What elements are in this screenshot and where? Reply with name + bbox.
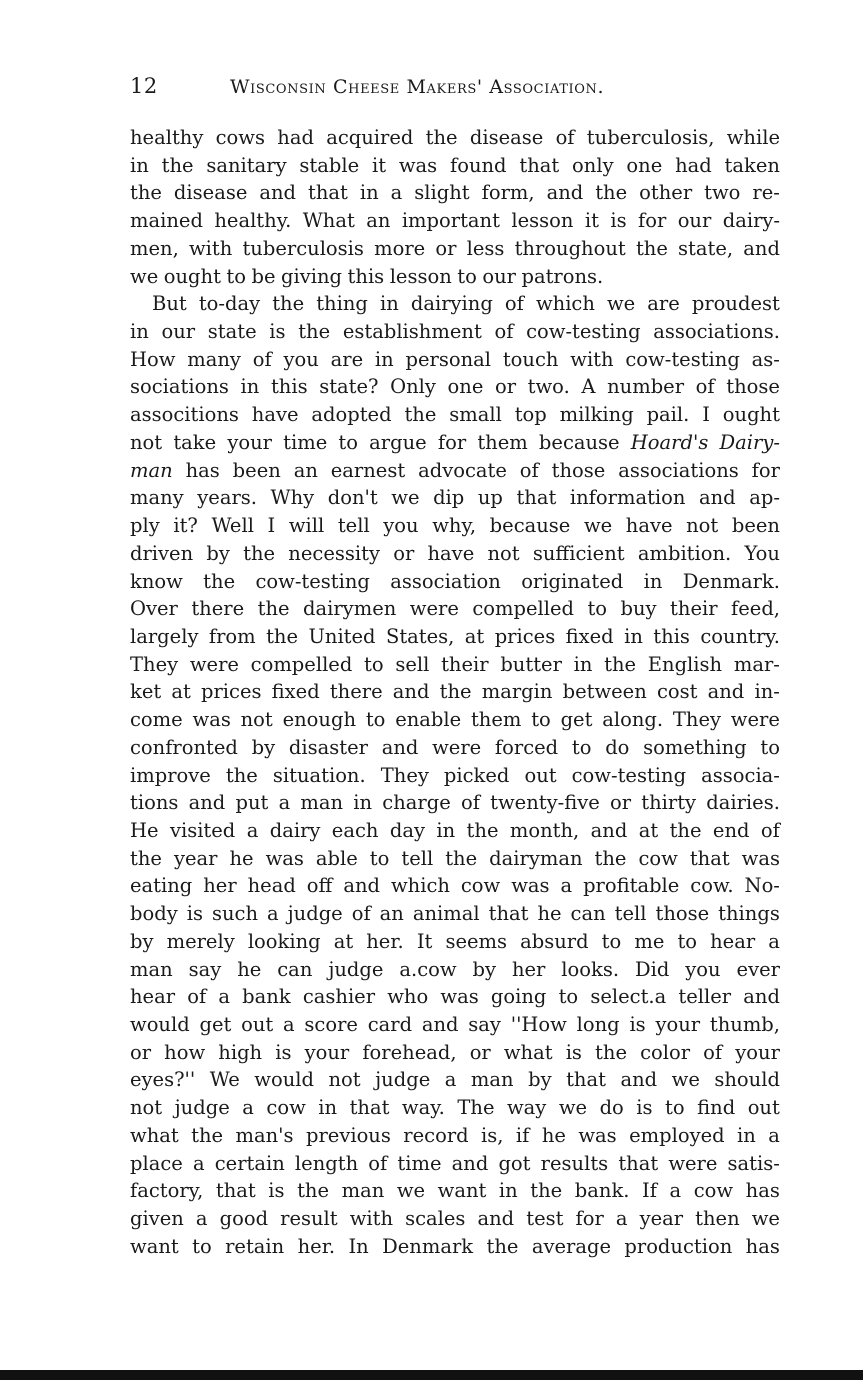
text-line: by merely looking at her. It seems absurd to me to hear a <box>130 929 780 953</box>
text-line: want to retain her. In Denmark the average production has <box>130 1234 780 1258</box>
text-line: associtions have adopted the small top milking pail. I ought <box>130 403 780 427</box>
text-line: factory, that is the man we want in the bank. If a cow has <box>130 1179 780 1203</box>
text-line: given a good result with scales and test for a year then we <box>130 1207 780 1231</box>
text-line: hear of a bank cashier who was going to select.a teller and <box>130 985 780 1009</box>
text-line: But to-day the thing in dairying of which we are proudest <box>152 292 780 316</box>
text-line: we ought to be giving this lesson to our patrons. <box>130 264 604 288</box>
page-number: 12 <box>130 74 158 98</box>
text-line: improve the situation. They picked out cow-testing associa- <box>130 763 780 787</box>
text-line: healthy cows had acquired the disease of tuberculosis, while <box>130 126 780 149</box>
text-line: the year he was able to tell the dairyman the cow that was <box>130 846 780 870</box>
text-line: in our state is the establishment of cow-testing associations. <box>130 320 780 344</box>
text-line: what the man's previous record is, if he was employed in a <box>130 1123 780 1147</box>
running-title: Wisconsin Cheese Makers' Association. <box>230 76 605 98</box>
text-line: not judge a cow in that way. The way we do is to find out <box>130 1096 780 1120</box>
text-line: They were compelled to sell their butter in the English mar- <box>130 652 780 676</box>
text-line: sociations in this state? Only one or two. A number of those <box>130 375 780 399</box>
text-line: not take your time to argue for them because Hoard's Dairy- <box>130 430 780 454</box>
text-line: How many of you are in personal touch with cow-testing as- <box>130 347 780 371</box>
text-line: body is such a judge of an animal that he can tell those things <box>130 902 780 926</box>
text-line: eyes?'' We would not judge a man by that and we should <box>130 1068 780 1092</box>
text-line: in the sanitary stable it was found that only one had taken <box>130 153 780 177</box>
text-line: man say he can judge a.cow by her looks. Did you ever <box>130 957 780 981</box>
page-bottom-edge <box>0 1370 863 1380</box>
text-line: many years. Why don't we dip up that information and ap- <box>130 486 780 510</box>
text-line: men, with tuberculosis more or less throughout the state, and <box>130 236 780 260</box>
text-line: man has been an earnest advocate of those associations for <box>130 458 780 482</box>
text-line: or how high is your forehead, or what is the color of your <box>130 1040 780 1064</box>
text-line: eating her head off and which cow was a profitable cow. No- <box>130 874 780 898</box>
text-line: Over there the dairymen were compelled to buy their feed, <box>130 597 780 621</box>
text-line: driven by the necessity or have not sufficient ambition. You <box>130 541 780 565</box>
text-line: tions and put a man in charge of twenty-five or thirty dairies. <box>130 791 780 815</box>
text-line: ply it? Well I will tell you why, because we have not been <box>130 514 780 538</box>
text-line: largely from the United States, at prices fixed in this country. <box>130 624 780 648</box>
text-line: He visited a dairy each day in the month, and at the end of <box>130 818 780 842</box>
text-line: ket at prices fixed there and the margin between cost and in- <box>130 680 780 704</box>
text-line: come was not enough to enable them to get along. They were <box>130 708 780 732</box>
text-line: confronted by disaster and were forced to do something to <box>130 735 780 759</box>
body-text <box>130 124 780 1260</box>
text-line: the disease and that in a slight form, and the other two re- <box>130 181 780 205</box>
text-line: place a certain length of time and got results that were satis- <box>130 1151 780 1175</box>
text-line: mained healthy. What an important lesson it is for our dairy- <box>130 209 780 233</box>
text-line: would get out a score card and say ''How long is your thumb, <box>130 1013 780 1036</box>
text-line: know the cow-testing association originated in Denmark. <box>130 569 780 593</box>
running-head <box>130 74 780 104</box>
